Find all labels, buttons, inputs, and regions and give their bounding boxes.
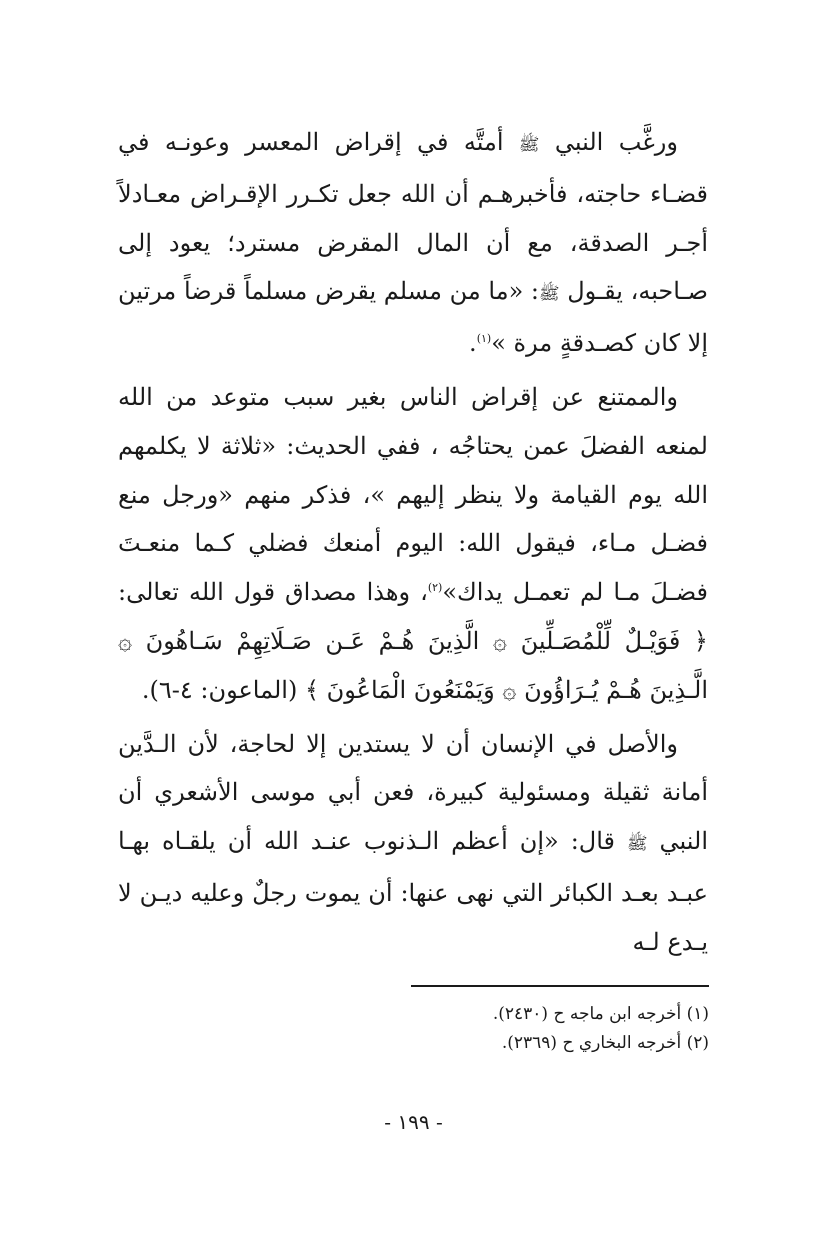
page-number: - ١٩٩ -	[384, 1110, 443, 1134]
paragraph-1	[118, 118, 708, 368]
footnote-ref-2[interactable]: (٢)	[427, 581, 443, 595]
paragraph-2-quran-quote: ، وهذا مصداق قول الله تعالى: ﴿ فَوَيْـلٌ لِّلْمُصَـلِّينَ ۞ الَّذِينَ هُـمْ عَـن صَـلَاتِهِمْ سَـاهُونَ ۞ الَّـذِينَ هُـمْ يُـرَاؤُونَ ۞ وَيَمْنَعُونَ الْمَاعُونَ ﴾ (الماعون: ٤-٦).	[118, 578, 708, 704]
paragraph-1-end: .	[469, 329, 477, 358]
paragraph-3-text-a: والأصل في الإنسان أن لا يستدين إلا لحاجة، لأن الـدَّين أمانة ثقيلة ومسئولية كبيرة، فعن أبي موسى الأشعري أن النبي	[118, 729, 709, 856]
main-text	[118, 118, 708, 967]
salutation-symbol: ﷺ	[627, 834, 648, 855]
paragraph-3	[118, 720, 708, 967]
footnotes	[411, 1000, 709, 1058]
paragraph-2-text-a: والممتنع عن إقراض الناس بغير سبب متوعد من الله لمنعه الفضلَ عمن يحتاجُه ، ففي الحديث: «ثلاثة لا يكلمهم الله يوم القيامة ولا ينظر إليهم »، فذكر منهم «ورجل منع فضـل مـاء، فيقول الله: اليوم أمنعك فضلي كـما منعـتَ فضـلَ مـا لم تعمـل يداك»	[118, 382, 708, 607]
salutation-symbol: ﷺ	[518, 135, 540, 155]
paragraph-1-text-b: أمتَّه في إقراض المعسر وعونـه في قضـاء حاجته، فأخبرهـم أن الله جعل تكـرر الإقـراض معـادلاً أجـر الصدقة، مع أن المال المقرض مسترد؛ يعود إلى صـاحبه، يقـول	[118, 128, 708, 306]
footnote-2: (٢) أخرجه البخاري ح (٢٣٦٩).	[501, 1033, 709, 1053]
paragraph-2	[118, 373, 708, 715]
salutation-symbol: ﷺ	[539, 284, 560, 305]
paragraph-1-text-a: ورغَّب النبي	[554, 128, 678, 156]
footnote-divider	[411, 985, 709, 987]
footnote-1: (١) أخرجه ابن ماجه ح (٢٤٣٠).	[492, 1004, 709, 1024]
footnote-ref-1[interactable]: (١)	[476, 332, 492, 346]
paragraph-1-hadith: : «ما من مسلم يقرض مسلماً قرضاً مرتين إلا كان كصـدقةٍ مرة »	[118, 277, 708, 358]
paragraph-3-text-b: قال: «إن أعظم الـذنوب عنـد الله أن يلقـاه بهـا عبـد بعـد الكبائر التي نهى عنها: أن يموت رجلٌ وعليه ديـن لا يـدع لـه	[118, 827, 708, 956]
